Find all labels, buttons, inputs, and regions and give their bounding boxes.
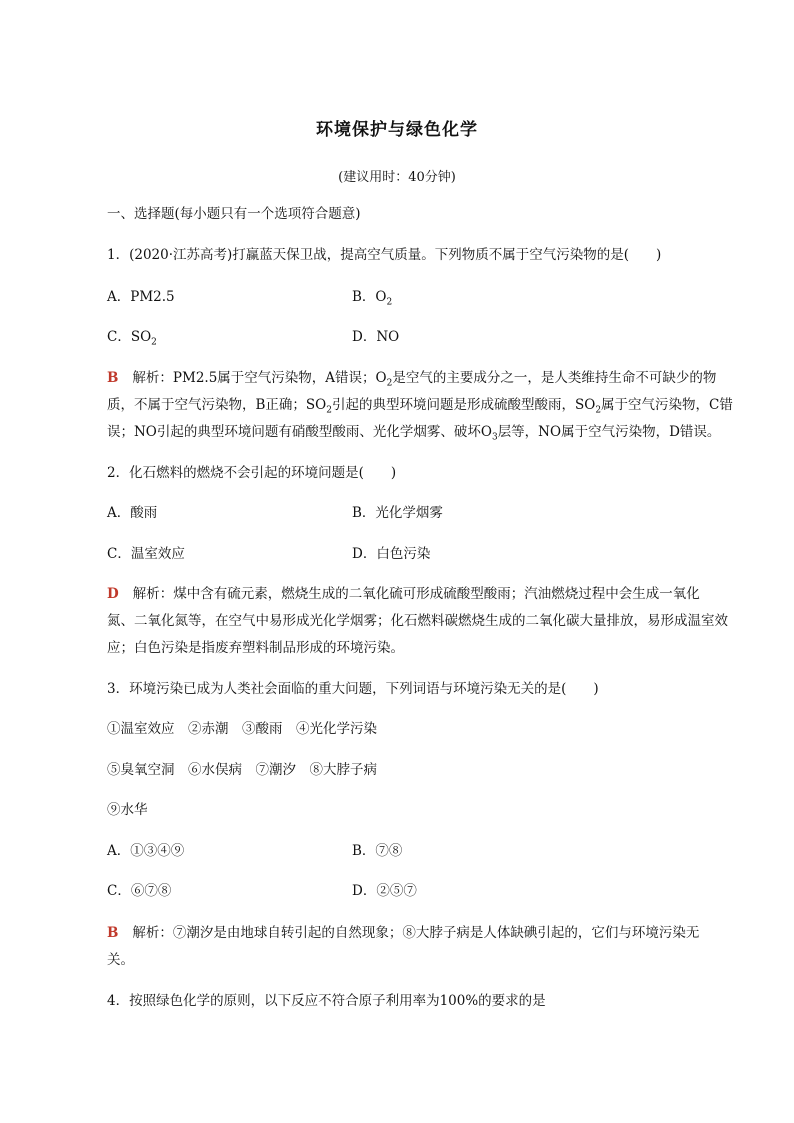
question-3-explanation-line-2: 关。: [107, 952, 134, 968]
question-1-explanation-line-2: 质，不属于空气污染物，B正确；$SO_2$引起的典型环境问题是形成硫酸型酸雨，$SO_2$属于空气污染物，C错: [107, 397, 733, 416]
question-3-stem: 3．环境污染已成为人类社会面临的重大问题，下列词语与环境污染无关的是( ): [107, 681, 599, 697]
question-3-explanation-line-1: B 解析：⑦潮汐是由地球自转引起的自然现象；⑧大脖子病是人体缺碘引起的，它们与环境污染无: [107, 925, 700, 941]
question-3-option-b: B．⑦⑧: [352, 843, 403, 859]
question-4-stem: 4．按照绿色化学的原则，以下反应不符合原子利用率为100%的要求的是: [107, 993, 546, 1009]
question-3-option-a: A．①③④⑨: [107, 843, 185, 859]
question-2-explanation-line-3: 应；白色污染是指废弃塑料制品形成的环境污染。: [107, 640, 404, 656]
question-3-items-3: ⑨水华: [107, 802, 148, 818]
question-1-explanation-line-1: B 解析：PM2.5属于空气污染物，A错误；$O_2$是空气的主要成分之一，是人类维持生命不可缺少的物: [107, 370, 717, 389]
question-2-option-c: C．温室效应: [107, 546, 185, 562]
question-1-stem: 1．(2020·江苏高考)打赢蓝天保卫战，提高空气质量。下列物质不属于空气污染物的是( ): [107, 247, 662, 263]
question-2-option-b: B．光化学烟雾: [352, 505, 443, 521]
question-2-explanation-line-1: D 解析：煤中含有硫元素，燃烧生成的二氧化硫可形成硫酸型酸雨；汽油燃烧过程中会生成一氧化: [107, 586, 700, 602]
question-3-option-d: D．②⑤⑦: [352, 883, 417, 899]
question-3-answer: B: [107, 925, 119, 941]
question-2-stem: 2．化石燃料的燃烧不会引起的环境问题是( ): [107, 465, 397, 481]
page-title: 环境保护与绿色化学: [316, 120, 478, 140]
question-2-explanation-line-2: 氮、二氧化氮等，在空气中易形成光化学烟雾；化石燃料碳燃烧生成的二氧化碳大量排放，易形成温室效: [107, 613, 728, 629]
question-3-option-c: C．⑥⑦⑧: [107, 883, 172, 899]
question-1-option-c: C．$SO_2$: [107, 329, 157, 348]
question-1-option-a: A．PM2.5: [107, 289, 175, 305]
question-1-option-d: D．NO: [352, 329, 400, 345]
question-2-answer: D: [107, 586, 119, 602]
time-suggestion: (建议用时：40分钟): [338, 170, 456, 185]
question-3-items-1: ①温室效应 ②赤潮 ③酸雨 ④光化学污染: [107, 721, 377, 737]
question-1-answer: B: [107, 370, 119, 386]
question-1-option-b: B．$O_2$: [352, 289, 393, 308]
question-2-option-d: D．白色污染: [352, 546, 431, 562]
section-heading: 一、选择题(每小题只有一个选项符合题意): [107, 206, 361, 222]
question-2-option-a: A．酸雨: [107, 505, 158, 521]
question-1-explanation-line-3: 误；NO引起的典型环境问题有硝酸型酸雨、光化学烟雾、破坏$O_3$层等，NO属于空气污染物，D错误。: [107, 424, 721, 443]
question-3-items-2: ⑤臭氧空洞 ⑥水俣病 ⑦潮汐 ⑧大脖子病: [107, 762, 377, 778]
